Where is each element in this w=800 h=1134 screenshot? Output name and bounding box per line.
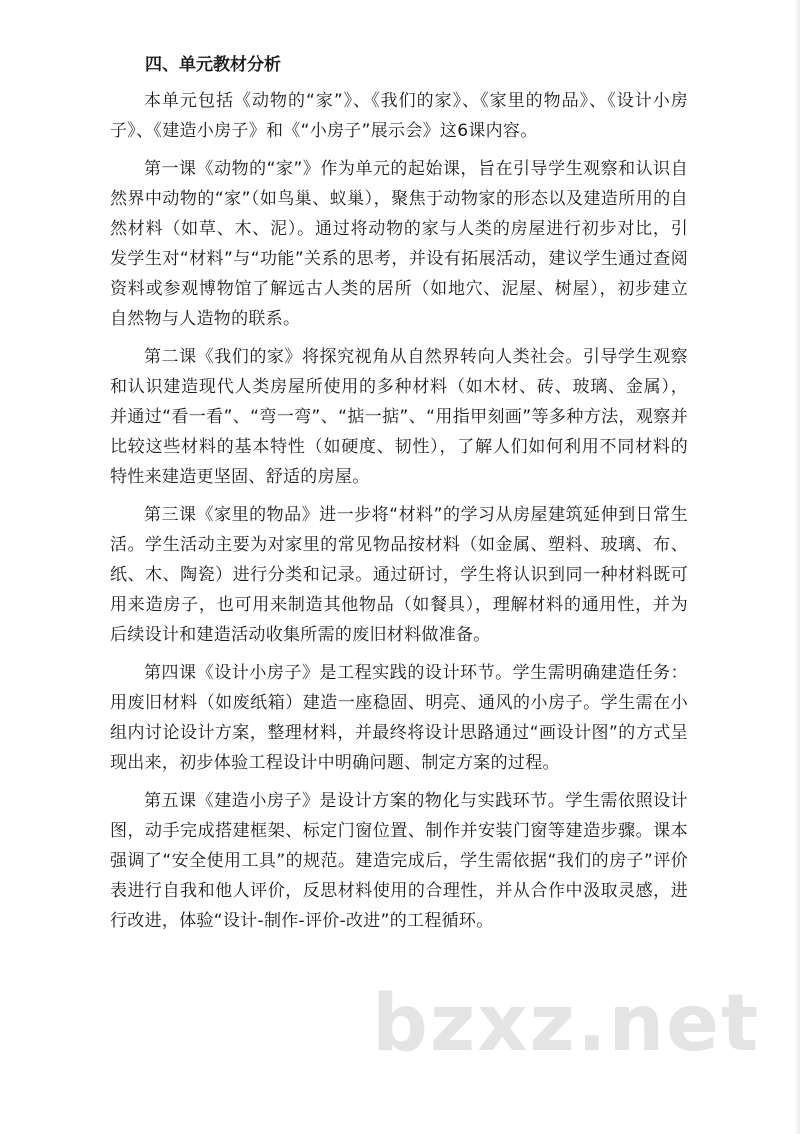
page-edge-shadow [794,0,800,1134]
paragraph-lesson-5: 第五课《建造小房子》是设计方案的物化与实践环节。学生需依照设计图，动手完成搭建框架、标定门窗位置、制作并安装门窗等建造步骤。课本强调了“安全使用工具”的规范。建造完成后，学生需依据“我们的房子”评价表进行自我和他人评价，反思材料使用的合理性，并从合作中汲取灵感，进行改进，体验“设计-制作-评价-改进”的工程循环。 [110,791,688,931]
paragraph-lesson-3: 第三课《家里的物品》进一步将“材料”的学习从房屋建筑延伸到日常生活。学生活动主要为对家里的常见物品按材料（如金属、塑料、玻璃、布、纸、木、陶瓷）进行分类和记录。通过研讨，学生将认识到同一种材料既可用来造房子，也可用来制造其他物品（如餐具），理解材料的通用性，并为后续设计和建造活动收集所需的废旧材料做准备。 [110,505,688,645]
paragraph-lesson-2: 第二课《我们的家》将探究视角从自然界转向人类社会。引导学生观察和认识建造现代人类房屋所使用的多种材料（如木材、砖、玻璃、金属），并通过“看一看”、“弯一弯”、“掂一掂”、“用指甲刻画”等多种方法，观察并比较这些材料的基本特性（如硬度、韧性），了解人们如何利用不同材料的特性来建造更坚固、舒适的房屋。 [110,347,688,487]
section-heading: 四、单元教材分析 [145,55,281,75]
paragraph-lesson-4: 第四课《设计小房子》是工程实践的设计环节。学生需明确建造任务：用废旧材料（如废纸箱）建造一座稳固、明亮、通风的小房子。学生需在小组内讨论设计方案，整理材料，并最终将设计思路通过“画设计图”的方式呈现出来，初步体验工程设计中明确问题、制定方案的过程。 [110,663,688,773]
watermark: bzxz.net [372,979,761,1069]
paragraph-unit-overview: 本单元包括《动物的“家”》、《我们的家》、《家里的物品》、《设计小房子》、《建造小房子》和《“小房子”展示会》这6课内容。 [110,91,688,141]
document-body [110,50,688,944]
paragraph-lesson-1: 第一课《动物的“家”》作为单元的起始课，旨在引导学生观察和认识自然界中动物的“家”（如鸟巢、蚁巢），聚焦于动物家的形态以及建造所用的自然材料（如草、木、泥）。通过将动物的家与人类的房屋进行初步对比，引发学生对“材料”与“功能”关系的思考，并设有拓展活动，建议学生通过查阅资料或参观博物馆了解远古人类的居所（如地穴、泥屋、树屋），初步建立自然物与人造物的联系。 [110,159,688,329]
